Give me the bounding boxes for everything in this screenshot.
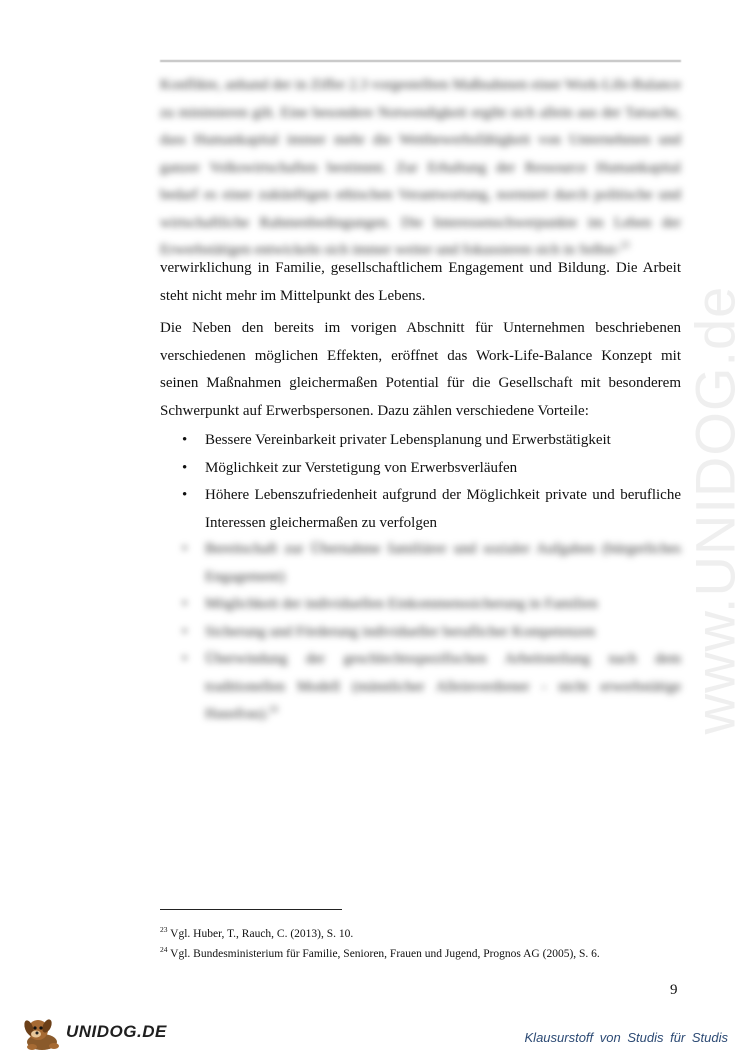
- list-item-text: Höhere Lebenszufriedenheit aufgrund der Möglichkeit private und berufliche Interessen gleichermaßen zu verfolgen: [205, 487, 681, 531]
- list-item: [160, 482, 681, 537]
- watermark: www.UNIDOG.de: [683, 285, 747, 735]
- top-divider: [160, 60, 681, 62]
- list-item-text: Überwindung der geschlechtsspezifischen Arbeitsteilung nach dem traditionellen Modell (männlicher Alleinverdiener - nicht erwerbstätige Hausfrau).: [205, 651, 681, 722]
- list-item-text: Möglichkeit zur Verstetigung von Erwerbsverläufen: [205, 459, 518, 476]
- dog-mascot-icon: [20, 1012, 64, 1052]
- list-item-text: Bessere Vereinbarkeit privater Lebensplanung und Erwerbstätigkeit: [205, 432, 611, 448]
- page-number: 9: [670, 982, 678, 998]
- footnote-ref-24: 24: [268, 704, 278, 714]
- footnote-number: 23: [160, 925, 168, 934]
- footnote-text: Vgl. Huber, T., Rauch, C. (2013), S. 10.: [170, 927, 354, 940]
- footnote-ref-23: 23: [620, 240, 630, 250]
- bullet-icon: •: [182, 432, 188, 448]
- bullet-icon: •: [182, 541, 188, 557]
- list-item-text: Sicherung und Förderung individueller beruflicher Kompetenzen: [205, 623, 596, 640]
- list-item-text: Möglichkeit der individuellen Einkommenssicherung in Familien: [205, 596, 598, 612]
- blurred-paragraph-1: [160, 72, 681, 265]
- bullet-icon: •: [182, 487, 188, 503]
- list-item: [160, 536, 681, 591]
- footnotes: [160, 922, 700, 962]
- footnote: [160, 922, 700, 942]
- footnote-text: Vgl. Bundesministerium für Familie, Senioren, Frauen und Jugend, Prognos AG (2005), S. 6.: [170, 947, 600, 960]
- paragraph-1-continuation: verwirklichung in Familie, gesellschaftlichem Engagement und Bildung. Die Arbeit steht nicht mehr im Mittelpunkt des Lebens.: [160, 260, 681, 304]
- bullet-icon: •: [182, 459, 188, 476]
- blurred-advantages-list: [160, 536, 681, 729]
- list-item-text: Bereitschaft zur Übernahme familiärer und sozialer Aufgaben (bürgerliches Engagement): [205, 541, 681, 585]
- footnote-number: 24: [160, 944, 168, 954]
- logo-text: UNIDOG.DE: [66, 1022, 167, 1041]
- footer-tagline: Klausurstoff von Studis für Studis: [524, 1030, 728, 1045]
- bullet-icon: •: [182, 596, 188, 612]
- footnote: [160, 942, 700, 962]
- bullet-icon: •: [182, 623, 188, 640]
- footnote-divider: [160, 909, 342, 910]
- bullet-icon: •: [182, 651, 188, 667]
- blurred-paragraph-1-text: Konflikte, anhand der in Ziffer 2.3 vorgestellten Maßnahmen einer Work-Life-Balance zu minimieren gilt. Eine besondere Notwendigkeit ergibt sich allein aus der Tatsache, dass Humankapital immer mehr die Wettbewerbsfähigkeit von Unternehmen und ganzer Volkswirtschaften bestimmt. Zur Erhaltung der Ressource Humankapital bedarf es einer zukünftigen ethischen Verantwortung, normiert durch politische und wirtschaftliche Rahmenbedingungen. Die Interessenschwerpunkte im Leben der Erwerbstätigen entwickeln sich immer weiter und fokussieren sich in Selbst-: [160, 77, 681, 258]
- paragraph-2: Die Neben den bereits im vorigen Abschnitt für Unternehmen beschriebenen verschiedenen möglichen Effekten, eröffnet das Work-Life-Balance Konzept mit seinen Maßnahmen gleichermaßen Potential für die Gesellschaft mit besonderem Schwerpunkt auf Erwerbspersonen. Dazu zählen verschiedene Vorteile:: [160, 320, 681, 419]
- list-item: [160, 619, 681, 647]
- list-item: [160, 646, 681, 729]
- list-item: [160, 427, 681, 455]
- list-item: [160, 591, 681, 619]
- advantages-list: [160, 427, 681, 537]
- unidog-logo[interactable]: [20, 1012, 167, 1052]
- list-item: [160, 455, 681, 483]
